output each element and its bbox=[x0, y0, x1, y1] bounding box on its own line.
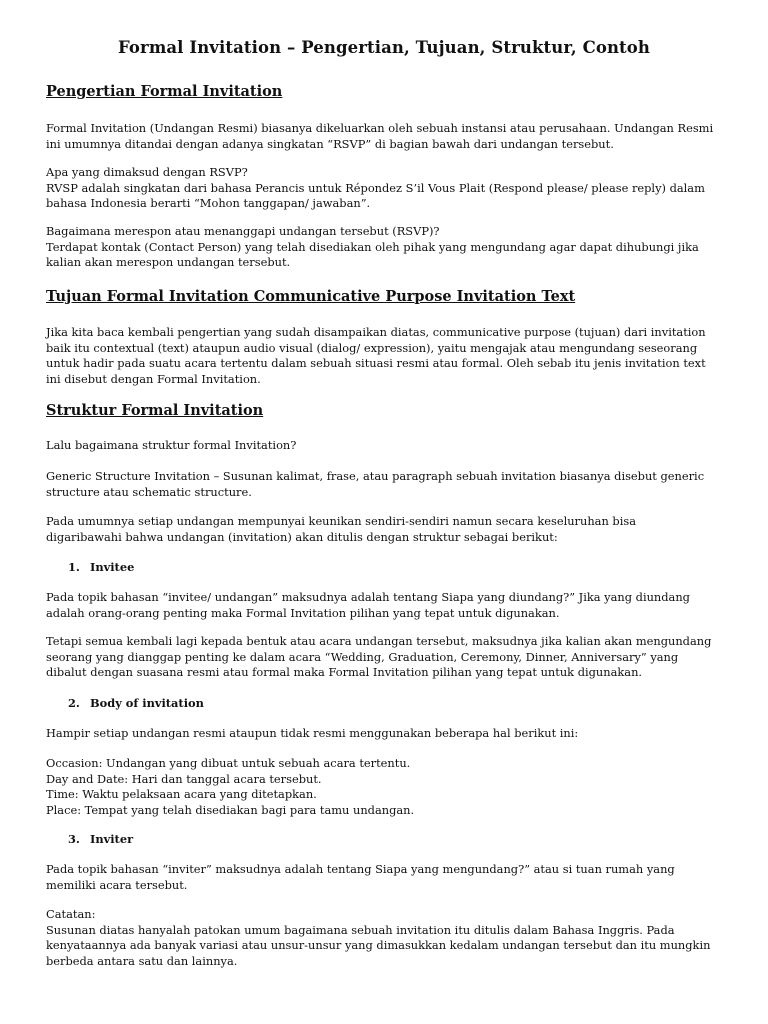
page-title: Formal Invitation – Pengertian, Tujuan, Struktur, Contoh bbox=[118, 38, 650, 57]
text-line: berbeda antara satu dan lainnya. bbox=[46, 953, 238, 968]
text-line: kenyataannya ada banyak variasi atau unsur-unsur yang dimasukkan kedalam undangan tersebut dan itu mungkin bbox=[46, 938, 711, 953]
text-line: ini disebut dengan Formal Invitation. bbox=[46, 371, 261, 386]
list-item-label: Invitee bbox=[90, 560, 135, 574]
section-heading-struktur: Struktur Formal Invitation bbox=[46, 402, 264, 419]
text-line: Pada umumnya setiap undangan mempunyai keunikan sendiri-sendiri namun secara keseluruhan bisa bbox=[46, 514, 636, 528]
text-line: Generic Structure Invitation – Susunan kalimat, frase, atau paragraph sebuah invitation biasanya disebut generic bbox=[46, 469, 705, 483]
text-line: Pada topik bahasan “invitee/ undangan” maksudnya adalah tentang Siapa yang diundang?” Jika yang diundang bbox=[46, 590, 690, 604]
paragraph bbox=[46, 590, 726, 621]
text-line: Apa yang dimaksud dengan RSVP? bbox=[46, 165, 248, 179]
paragraph bbox=[46, 726, 726, 742]
text-line: untuk hadir pada suatu acara tertentu dalam sebuah situasi resmi atau formal. Oleh sebab itu jenis invitation text bbox=[46, 356, 706, 371]
text-line: Place: Tempat yang telah disediakan bagi para tamu undangan. bbox=[46, 802, 415, 817]
text-line: Terdapat kontak (Contact Person) yang telah disediakan oleh pihak yang mengundang agar dapat dihubungi jika bbox=[46, 239, 699, 254]
list-item-inviter bbox=[68, 832, 133, 846]
paragraph bbox=[46, 907, 726, 969]
text-line: Pada topik bahasan “inviter” maksudnya adalah tentang Siapa yang mengundang?” atau si tuan rumah yang bbox=[46, 862, 675, 876]
paragraph bbox=[46, 514, 726, 545]
list-item-invitee bbox=[68, 560, 134, 574]
text-line: ini umumnya ditandai dengan adanya singkatan “RSVP” di bagian bawah dari undangan tersebut. bbox=[46, 136, 614, 151]
text-line: adalah orang-orang penting maka Formal Invitation pilihan yang tepat untuk digunakan. bbox=[46, 605, 560, 620]
text-line: baik itu contextual (text) ataupun audio visual (dialog/ expression), yaitu mengajak atau mengundang seseorang bbox=[46, 340, 698, 355]
section-heading-tujuan: Tujuan Formal Invitation Communicative Purpose Invitation Text bbox=[46, 288, 576, 305]
list-item-label: Inviter bbox=[90, 832, 134, 846]
text-line: Occasion: Undangan yang dibuat untuk sebuah acara tertentu. bbox=[46, 756, 411, 770]
text-line: Hampir setiap undangan resmi ataupun tidak resmi menggunakan beberapa hal berikut ini: bbox=[46, 726, 579, 740]
text-line: RVSP adalah singkatan dari bahasa Perancis untuk Répondez S’il Vous Plait (Respond please/ please reply) dalam bbox=[46, 180, 705, 195]
paragraph bbox=[46, 862, 726, 893]
text-line: dibalut dengan suasana resmi atau formal maka Formal Invitation pilihan yang tepat untuk digunakan. bbox=[46, 665, 643, 680]
paragraph bbox=[46, 634, 726, 681]
text-line: Bagaimana merespon atau menanggapi undangan tersebut (RSVP)? bbox=[46, 224, 440, 238]
text-line: Time: Waktu pelaksaan acara yang ditetapkan. bbox=[46, 787, 317, 802]
text-line: Jika kita baca kembali pengertian yang sudah disampaikan diatas, communicative purpose (tujuan) dari invitation bbox=[46, 325, 706, 339]
text-line: bahasa Indonesia berarti “Mohon tanggapan/ jawaban”. bbox=[46, 196, 371, 211]
text-line: kalian akan merespon undangan tersebut. bbox=[46, 255, 291, 270]
text-line: Day and Date: Hari dan tanggal acara tersebut. bbox=[46, 771, 322, 786]
paragraph bbox=[46, 756, 726, 818]
text-line: digaribawahi bahwa undangan (invitation) akan ditulis dengan struktur sebagai berikut: bbox=[46, 529, 558, 544]
text-line: Catatan: bbox=[46, 907, 96, 921]
paragraph bbox=[46, 224, 726, 271]
paragraph bbox=[46, 469, 726, 500]
section-heading-pengertian: Pengertian Formal Invitation bbox=[46, 83, 283, 100]
list-number: 3. bbox=[68, 832, 80, 846]
paragraph bbox=[46, 165, 726, 212]
paragraph bbox=[46, 325, 726, 387]
paragraph bbox=[46, 121, 726, 152]
text-line: Tetapi semua kembali lagi kepada bentuk atau acara undangan tersebut, maksudnya jika kalian akan mengundang bbox=[46, 634, 712, 648]
paragraph bbox=[46, 438, 726, 454]
text-line: Lalu bagaimana struktur formal Invitation? bbox=[46, 438, 297, 452]
text-line: Formal Invitation (Undangan Resmi) biasanya dikeluarkan oleh sebuah instansi atau perusahaan. Undangan Resmi bbox=[46, 121, 714, 135]
list-number: 1. bbox=[68, 560, 80, 574]
list-item-body-of-invitation bbox=[68, 696, 204, 710]
text-line: seorang yang dianggap penting ke dalam acara “Wedding, Graduation, Ceremony, Dinner, Anniversary” yang bbox=[46, 649, 679, 664]
list-item-label: Body of invitation bbox=[90, 696, 204, 710]
text-line: memiliki acara tersebut. bbox=[46, 877, 188, 892]
list-number: 2. bbox=[68, 696, 80, 710]
text-line: structure atau schematic structure. bbox=[46, 484, 252, 499]
text-line: Susunan diatas hanyalah patokan umum bagaimana sebuah invitation itu ditulis dalam Bahasa Inggris. Pada bbox=[46, 922, 675, 937]
